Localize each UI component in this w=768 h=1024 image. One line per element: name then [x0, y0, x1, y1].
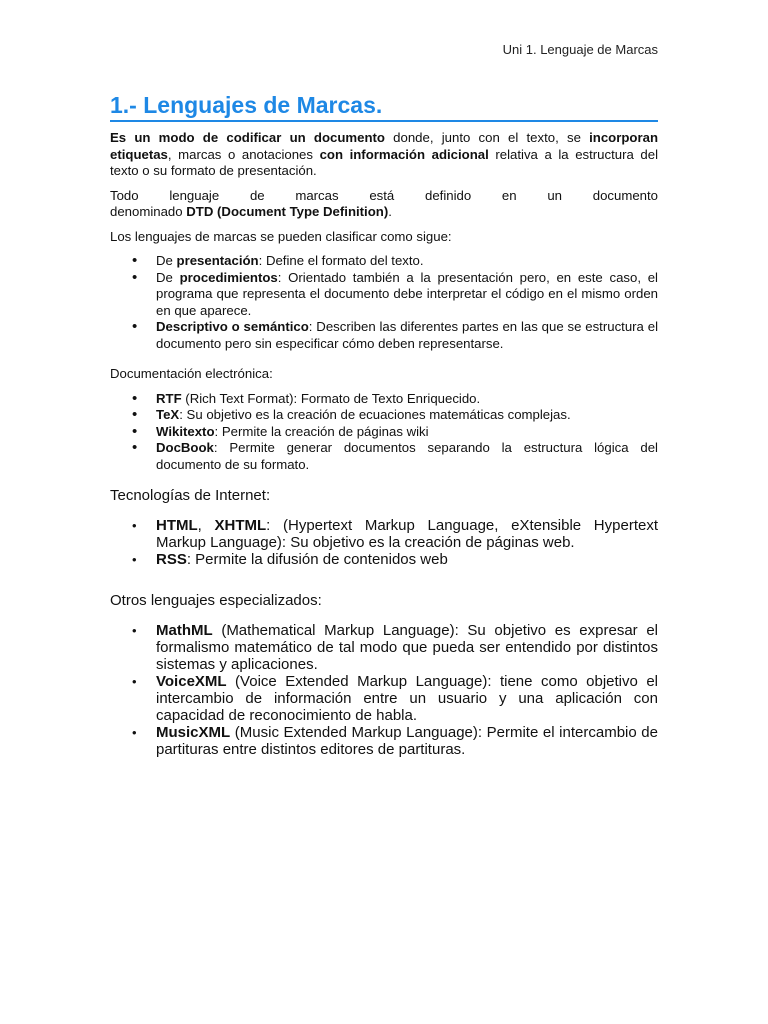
internet-heading: Tecnologías de Internet:	[110, 487, 271, 504]
electronic-heading: Documentación electrónica:	[110, 366, 273, 381]
classification-intro: Los lenguajes de marcas se pueden clasificar como sigue:	[110, 228, 452, 244]
list-item: • VoiceXML (Voice Extended Markup Language): tiene como objetivo el intercambio de información entre un usuario y una aplicación con capacidad de reconocimiento de habla.	[110, 673, 658, 724]
list-item: • Descriptivo o semántico: Describen las diferentes partes en las que se estructura el documento pero sin especificar cómo deben representarse.	[110, 319, 658, 352]
section-title: 1.- Lenguajes de Marcas.	[110, 92, 658, 122]
list-item: • Wikitexto: Permite la creación de páginas wiki	[110, 424, 658, 441]
list-item: • RTF (Rich Text Format): Formato de Texto Enriquecido.	[110, 391, 658, 408]
list-item: • De procedimientos: Orientado también a la presentación pero, en este caso, el programa que representa el documento debe interpretar el código en el mismo orden en que aparece.	[110, 270, 658, 320]
specialized-heading: Otros lenguajes especializados:	[110, 592, 322, 609]
list-item: • TeX: Su objetivo es la creación de ecuaciones matemáticas complejas.	[110, 407, 658, 424]
running-header: Uni 1. Lenguaje de Marcas	[502, 42, 658, 57]
electronic-list	[110, 391, 658, 474]
dtd-paragraph: Todo lenguaje de marcas está definido en un documento denominado DTD (Document Type Definition).	[110, 187, 658, 219]
definition-paragraph: Es un modo de codificar un documento donde, junto con el texto, se incorporan etiquetas, marcas o anotaciones con información adicional relativa a la estructura del texto o su formato de presentación.	[110, 130, 659, 178]
classification-list	[110, 253, 658, 352]
specialized-list	[110, 622, 658, 758]
list-item: • MathML (Mathematical Markup Language): Su objetivo es expresar el formalismo matemático de tal modo que pueda ser entendido por distintos sistemas y aplicaciones.	[110, 622, 658, 673]
list-item: • MusicXML (Music Extended Markup Language): Permite el intercambio de partituras entre distintos editores de partituras.	[110, 724, 658, 758]
list-item: • De presentación: Define el formato del texto.	[110, 253, 658, 270]
list-item: • RSS: Permite la difusión de contenidos web	[110, 551, 658, 568]
section-body	[110, 130, 658, 773]
internet-list	[110, 517, 658, 568]
list-item: • DocBook: Permite generar documentos separando la estructura lógica del documento de su formato.	[110, 440, 658, 473]
list-item: • HTML, XHTML: (Hypertext Markup Language, eXtensible Hypertext Markup Language): Su objetivo es la creación de páginas web.	[110, 517, 658, 551]
